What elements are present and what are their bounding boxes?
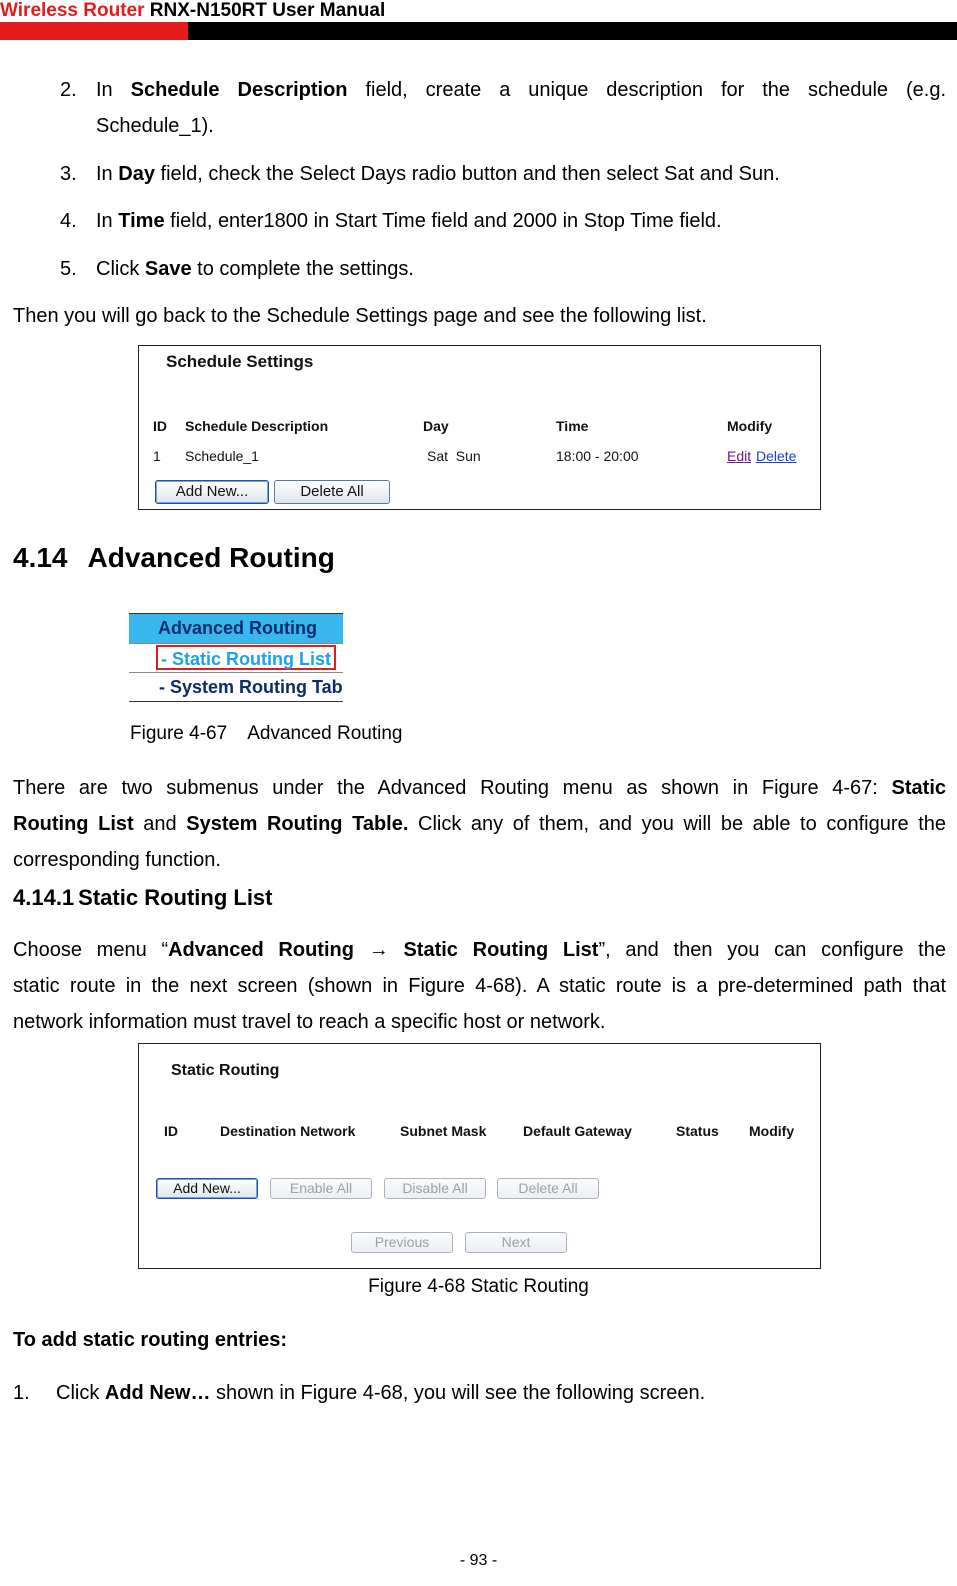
- subsection-heading: 4.14.1 Static Routing List: [13, 885, 273, 910]
- row-id: 1: [153, 448, 161, 464]
- step-5: 5. Click Save to complete the settings.: [60, 258, 414, 280]
- step-2: 2. In Schedule Description field, create a unique description for the schedule (e.g. Schedule_1).: [60, 79, 946, 137]
- header-bar-black: [188, 22, 957, 40]
- section-heading: 4.14 Advanced Routing: [13, 542, 335, 573]
- disable-all-button[interactable]: Disable All: [384, 1178, 486, 1199]
- header-bar-red: [0, 22, 188, 40]
- intro-paragraph: There are two submenus under the Advanced Routing menu as shown in Figure 4-67: Static Routing List and System Routing Table. Click any of them, and you will be able to configure the corresponding function.: [13, 777, 947, 871]
- col-default-gateway: Default Gateway: [523, 1123, 632, 1139]
- manual-name: RNX-N150RT User Manual: [144, 0, 386, 21]
- row-time: 18:00 - 20:00: [556, 448, 639, 464]
- add-new-button[interactable]: Add New...: [156, 1178, 258, 1199]
- add-new-button[interactable]: Add New...: [155, 480, 269, 504]
- schedule-settings-title: Schedule Settings: [166, 352, 314, 371]
- step-3: 3. In Day field, check the Select Days radio button and then select Sat and Sun.: [60, 163, 780, 185]
- menu-divider-2: [129, 672, 343, 673]
- figure-68-caption: Figure 4-68 Static Routing: [368, 1276, 589, 1297]
- enable-all-button[interactable]: Enable All: [270, 1178, 372, 1199]
- col-schedule-description: Schedule Description: [185, 418, 329, 434]
- col-subnet-mask: Subnet Mask: [400, 1123, 487, 1139]
- schedule-settings-screenshot: [138, 345, 821, 510]
- figure-67-caption: Figure 4-67 Advanced Routing: [130, 723, 403, 744]
- choose-paragraph: Choose menu “Advanced Routing → Static Routing List”, and then you can configure the static route in the next screen (shown in Figure 4-68). A static route is a pre-determined path that network information must travel to reach a specific host or network.: [13, 939, 946, 1033]
- col-destination-network: Destination Network: [220, 1123, 356, 1139]
- previous-button[interactable]: Previous: [351, 1232, 453, 1253]
- col-modify: Modify: [749, 1123, 795, 1139]
- col-id: ID: [153, 418, 167, 434]
- static-routing-screenshot: [138, 1043, 821, 1269]
- then-text: Then you will go back to the Schedule Settings page and see the following list.: [13, 305, 707, 327]
- menu-system-routing-table[interactable]: - System Routing Tab: [159, 677, 343, 697]
- menu-static-routing-list[interactable]: - Static Routing List: [156, 645, 336, 670]
- add-entries-heading: To add static routing entries:: [13, 1329, 288, 1351]
- brand-name: Wireless Router: [0, 0, 145, 21]
- delete-all-button[interactable]: Delete All: [274, 480, 390, 504]
- step-1: 1. Click Add New… shown in Figure 4-68, you will see the following screen.: [13, 1382, 706, 1404]
- advanced-routing-menu-screenshot: [129, 613, 343, 702]
- next-button[interactable]: Next: [465, 1232, 567, 1253]
- col-day: Day: [423, 418, 449, 434]
- row-day: Sat Sun: [427, 448, 481, 464]
- delete-link[interactable]: Delete: [756, 448, 797, 464]
- row-description: Schedule_1: [185, 448, 259, 464]
- menu-advanced-routing[interactable]: Advanced Routing: [129, 614, 343, 643]
- step-4: 4. In Time field, enter1800 in Start Time field and 2000 in Stop Time field.: [60, 210, 722, 232]
- col-id: ID: [164, 1123, 178, 1139]
- static-routing-title: Static Routing: [171, 1062, 280, 1079]
- col-time: Time: [556, 418, 589, 434]
- page-number: - 93 -: [459, 1552, 498, 1569]
- col-modify: Modify: [727, 418, 773, 434]
- menu-divider-1: [129, 643, 343, 644]
- delete-all-button[interactable]: Delete All: [497, 1178, 599, 1199]
- edit-link[interactable]: Edit: [727, 448, 752, 464]
- col-status: Status: [676, 1123, 719, 1139]
- manual-header-title: [0, 0, 385, 22]
